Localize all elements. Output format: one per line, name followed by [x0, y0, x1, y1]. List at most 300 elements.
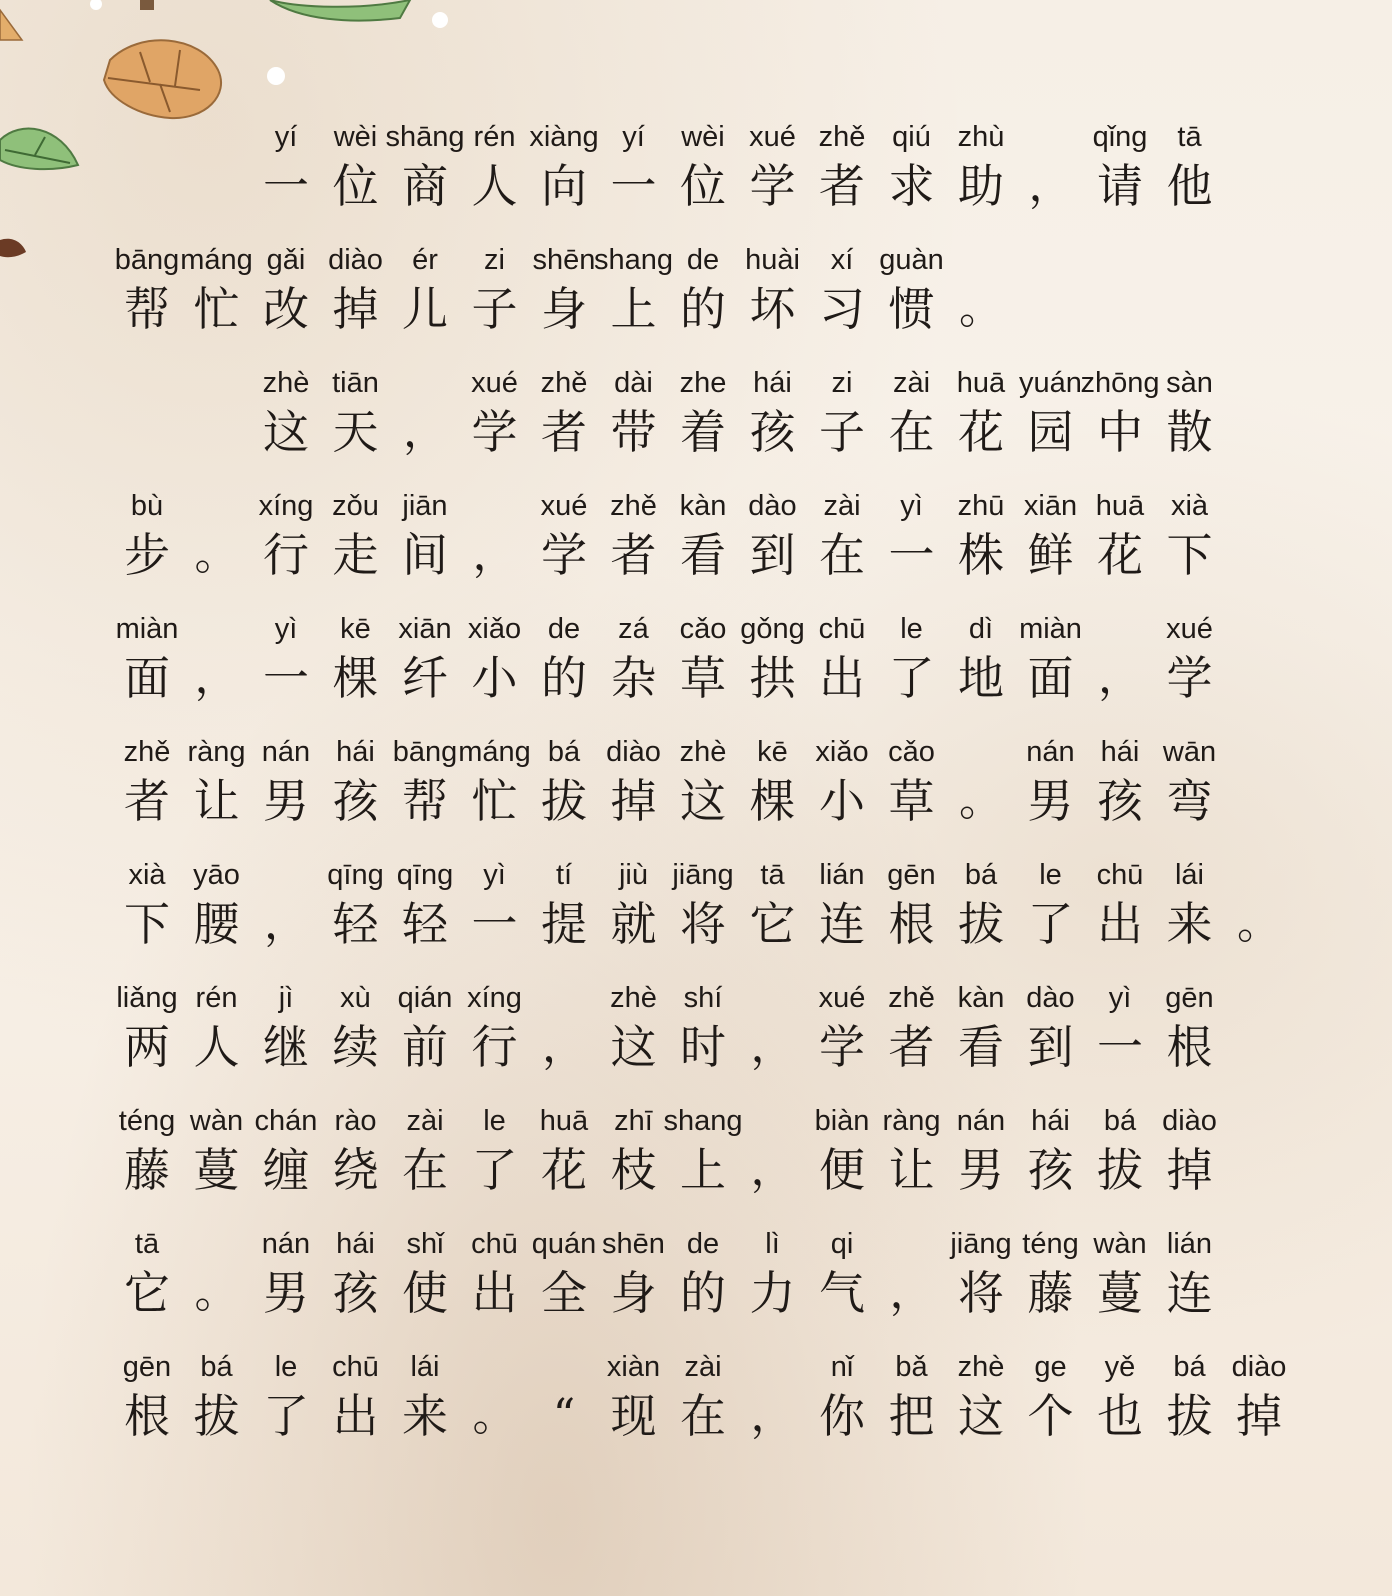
character-cell	[1156, 118, 1224, 228]
hanzi-character: 身	[541, 282, 587, 336]
pinyin-label: de	[686, 1228, 720, 1260]
character-cell	[947, 118, 1015, 228]
pinyin-label: miàn	[1019, 613, 1082, 645]
hanzi-character: 了	[263, 1389, 309, 1443]
hanzi-character: 者	[819, 159, 865, 213]
hanzi-character: ，	[750, 1021, 795, 1072]
pinyin-label: le	[900, 613, 923, 645]
hanzi-character: 者	[541, 405, 587, 459]
hanzi-character: 棵	[332, 651, 379, 705]
text-line	[0, 1102, 1392, 1212]
pinyin-label: jiāng	[950, 1228, 1012, 1260]
pinyin-label: guàn	[879, 244, 944, 276]
hanzi-character: 他	[1166, 159, 1213, 213]
pinyin-label: nán	[261, 1228, 311, 1260]
character-cell	[391, 487, 459, 597]
hanzi-character: 学	[541, 528, 587, 582]
hanzi-character: 男	[958, 1143, 1004, 1197]
pinyin-label: nán	[956, 1105, 1006, 1137]
hanzi-character: 杂	[610, 651, 657, 705]
hanzi-character: 来	[1166, 897, 1213, 951]
pinyin-label: hái	[753, 367, 792, 399]
pinyin-label: qǐng	[1092, 121, 1148, 153]
pinyin-label: huài	[745, 244, 800, 276]
hanzi-character: 孩	[749, 405, 796, 459]
hanzi-character: 将	[680, 897, 726, 951]
hanzi-character: 连	[819, 897, 865, 951]
hanzi-character: 位	[680, 159, 726, 213]
pinyin-label: huā	[956, 367, 1006, 399]
hanzi-character: 根	[888, 897, 935, 951]
pinyin-label: zhè	[610, 982, 657, 1014]
pinyin-label: bá	[1103, 1105, 1137, 1137]
pinyin-label: shǐ	[406, 1228, 444, 1260]
character-cell	[1225, 1348, 1293, 1458]
pinyin-label: gǎi	[266, 244, 306, 276]
hanzi-character: 帮	[402, 774, 448, 828]
pinyin-label: yí	[274, 121, 298, 153]
pinyin-label: xiàng	[529, 121, 599, 153]
hanzi-character: 它	[749, 897, 796, 951]
hanzi-character: 个	[1027, 1389, 1074, 1443]
pinyin-label: chū	[818, 613, 866, 645]
pinyin-label: gēn	[122, 1351, 172, 1383]
pinyin-label: téng	[1022, 1228, 1079, 1260]
pinyin-label: shí	[683, 982, 723, 1014]
hanzi-character: ，	[750, 1390, 795, 1441]
hanzi-character: 这	[263, 405, 309, 459]
hanzi-character: ，	[1098, 652, 1142, 703]
hanzi-character: 人	[193, 1020, 240, 1074]
pinyin-label: zài	[823, 490, 861, 522]
hanzi-character: 掉	[1236, 1389, 1282, 1443]
pinyin-label: qián	[397, 982, 453, 1014]
pinyin-label: de	[547, 613, 581, 645]
pinyin-label: zǒu	[332, 490, 379, 522]
hanzi-character: 习	[819, 282, 865, 336]
character-cell	[1156, 487, 1224, 597]
pinyin-label: huā	[1095, 490, 1145, 522]
pinyin-label: shēn	[532, 244, 596, 276]
pinyin-label: téng	[118, 1105, 176, 1137]
character-cell	[1156, 733, 1224, 843]
hanzi-character: 孩	[332, 1266, 379, 1320]
hanzi-character: 也	[1097, 1389, 1143, 1443]
hanzi-character: 下	[1166, 528, 1213, 582]
snow-dot-icon	[267, 67, 285, 85]
pinyin-label: dì	[968, 613, 994, 645]
pinyin-label: zi	[484, 244, 505, 276]
pinyin-label: qīng	[396, 859, 454, 891]
hanzi-character: 一	[263, 159, 309, 213]
hanzi-character: 的	[680, 282, 726, 336]
hanzi-character: 小	[471, 651, 518, 705]
pinyin-label: ér	[412, 244, 438, 276]
pinyin-label: diào	[1162, 1105, 1217, 1137]
hanzi-character: 它	[124, 1266, 170, 1320]
pinyin-label: ge	[1034, 1351, 1067, 1383]
pinyin-label: zhū	[957, 490, 1005, 522]
hanzi-character: 拔	[1166, 1389, 1213, 1443]
hanzi-character: 花	[958, 405, 1004, 459]
pinyin-label: tā	[134, 1228, 160, 1260]
pinyin-label: kàn	[957, 982, 1005, 1014]
hanzi-character: 出	[471, 1266, 518, 1320]
pinyin-label: zi	[831, 367, 853, 399]
hanzi-character: ，	[889, 1267, 934, 1318]
pinyin-label: jì	[278, 982, 294, 1014]
hanzi-character: 根	[124, 1389, 170, 1443]
pinyin-label: bá	[547, 736, 581, 768]
hanzi-character: 便	[819, 1143, 865, 1197]
character-cell	[113, 487, 181, 597]
punctuation-cell	[461, 1348, 529, 1458]
hanzi-character: 到	[1027, 1020, 1074, 1074]
hanzi-character: 学	[471, 405, 518, 459]
pinyin-label: zài	[892, 367, 931, 399]
character-cell	[878, 241, 946, 351]
text-line	[0, 241, 1392, 351]
hanzi-character: 花	[1097, 528, 1143, 582]
hanzi-character: ，	[542, 1021, 586, 1072]
hanzi-character: 面	[124, 651, 170, 705]
hanzi-character: 轻	[402, 897, 448, 951]
hanzi-character: 株	[958, 528, 1004, 582]
hanzi-character: 蔓	[193, 1143, 240, 1197]
pinyin-label: rén	[195, 982, 238, 1014]
pinyin-label: zhě	[123, 736, 171, 768]
hanzi-character: 掉	[610, 774, 657, 828]
hanzi-character: 男	[1027, 774, 1074, 828]
hanzi-character: ，	[750, 1144, 795, 1195]
hanzi-character: 散	[1166, 405, 1213, 459]
pinyin-label: xiǎo	[467, 613, 522, 645]
hanzi-character: 草	[680, 651, 726, 705]
pinyin-label: xiān	[1023, 490, 1078, 522]
hanzi-character: 让	[888, 1143, 935, 1197]
hanzi-character: 改	[263, 282, 309, 336]
pinyin-label: chū	[1096, 859, 1144, 891]
pinyin-label: xù	[340, 982, 371, 1014]
pinyin-label: jiù	[618, 859, 648, 891]
hanzi-character: “	[552, 1390, 576, 1441]
hanzi-character: 人	[471, 159, 518, 213]
pinyin-label: wàn	[1093, 1228, 1147, 1260]
pinyin-label: quán	[531, 1228, 597, 1260]
pinyin-label: yì	[274, 613, 298, 645]
pinyin-label: lián	[819, 859, 865, 891]
pinyin-label: kē	[340, 613, 371, 645]
pinyin-label: chū	[471, 1228, 518, 1260]
hanzi-character: 把	[888, 1389, 935, 1443]
hanzi-character: 这	[680, 774, 726, 828]
pinyin-label: diào	[328, 244, 383, 276]
pinyin-label: yāo	[193, 859, 240, 891]
hanzi-character: 。	[959, 283, 1003, 334]
pinyin-label: gǒng	[740, 613, 805, 645]
hanzi-character: 枝	[610, 1143, 657, 1197]
hanzi-character: 儿	[402, 282, 448, 336]
pinyin-label: tiān	[332, 367, 379, 399]
hanzi-character: 上	[680, 1143, 726, 1197]
pinyin-label: yuán	[1019, 367, 1082, 399]
hanzi-character: 位	[332, 159, 379, 213]
pinyin-label: dào	[1026, 982, 1075, 1014]
hanzi-character: 拔	[1097, 1143, 1143, 1197]
pinyin-label: sàn	[1166, 367, 1213, 399]
hanzi-character: 间	[402, 528, 448, 582]
pinyin-label: jiāng	[672, 859, 734, 891]
hanzi-character: 提	[541, 897, 587, 951]
hanzi-character: 忙	[471, 774, 518, 828]
pinyin-label: rén	[473, 121, 516, 153]
pinyin-label: hái	[1031, 1105, 1070, 1137]
pinyin-label: xià	[1170, 490, 1209, 522]
hanzi-character: 。	[194, 1267, 239, 1318]
pinyin-label: yí	[622, 121, 645, 153]
character-cell	[461, 979, 529, 1089]
hanzi-character: 一	[471, 897, 518, 951]
pinyin-label: ràng	[882, 1105, 941, 1137]
pinyin-label: xià	[128, 859, 166, 891]
hanzi-character: 在	[402, 1143, 448, 1197]
pinyin-label: zhě	[610, 490, 657, 522]
pinyin-label: bāng	[114, 244, 180, 276]
character-cell	[113, 610, 181, 720]
pinyin-label: xué	[1166, 613, 1213, 645]
pinyin-label: chán	[254, 1105, 318, 1137]
hanzi-character: 请	[1097, 159, 1143, 213]
pinyin-label: zhè	[679, 736, 727, 768]
hanzi-character: 了	[888, 651, 935, 705]
hanzi-character: 子	[471, 282, 518, 336]
pinyin-label: wèi	[681, 121, 725, 153]
hanzi-character: 在	[819, 528, 865, 582]
hanzi-character: 弯	[1166, 774, 1213, 828]
pinyin-label: qiú	[892, 121, 931, 153]
hanzi-character: 轻	[332, 897, 379, 951]
hanzi-character: 帮	[124, 282, 170, 336]
hanzi-character: 了	[471, 1143, 518, 1197]
hanzi-character: ，	[403, 406, 447, 457]
character-cell	[663, 1102, 743, 1212]
hanzi-character: 让	[193, 774, 240, 828]
pinyin-label: le	[1039, 859, 1062, 891]
pinyin-label: xué	[471, 367, 518, 399]
hanzi-character: 求	[888, 159, 935, 213]
text-line	[0, 1225, 1392, 1335]
pinyin-label: xí	[830, 244, 854, 276]
pinyin-label: shang	[663, 1105, 743, 1137]
hanzi-character: 拔	[958, 897, 1004, 951]
hanzi-character: 下	[124, 897, 170, 951]
pinyin-label: máng	[458, 736, 531, 768]
pinyin-label: qīng	[327, 859, 384, 891]
hanzi-character: 子	[819, 405, 865, 459]
text-line	[0, 364, 1392, 474]
pinyin-label: tí	[555, 859, 573, 891]
hanzi-character: 惯	[888, 282, 935, 336]
hanzi-character: 全	[541, 1266, 587, 1320]
hanzi-character: 鲜	[1027, 528, 1074, 582]
character-cell	[1156, 979, 1224, 1089]
hanzi-character: 连	[1166, 1266, 1213, 1320]
pinyin-label: zài	[684, 1351, 722, 1383]
pinyin-label: hái	[1100, 736, 1140, 768]
pinyin-label: zhè	[262, 367, 310, 399]
pinyin-label: cǎo	[679, 613, 727, 645]
pinyin-label: yì	[1108, 982, 1132, 1014]
pinyin-label: miàn	[115, 613, 179, 645]
pinyin-label: huā	[539, 1105, 589, 1137]
hanzi-character: 。	[472, 1390, 517, 1441]
pinyin-label: lái	[1174, 859, 1204, 891]
hanzi-character: ，	[472, 529, 517, 580]
hanzi-character: 在	[680, 1389, 726, 1443]
hanzi-character: 草	[888, 774, 935, 828]
hanzi-character: 拱	[749, 651, 796, 705]
pinyin-label: wān	[1162, 736, 1217, 768]
hanzi-character: 学	[1166, 651, 1213, 705]
hanzi-character: 就	[610, 897, 657, 951]
hanzi-character: 出	[332, 1389, 379, 1443]
pinyin-label: jiān	[402, 490, 448, 522]
hanzi-character: 者	[888, 1020, 935, 1074]
hanzi-character: 现	[610, 1389, 657, 1443]
pinyin-label: zhù	[957, 121, 1005, 153]
pinyin-label: ràng	[187, 736, 246, 768]
hanzi-character: 上	[610, 282, 657, 336]
character-cell	[391, 1348, 459, 1458]
text-line	[0, 856, 1392, 966]
pinyin-label: lián	[1166, 1228, 1213, 1260]
pinyin-label: zá	[618, 613, 649, 645]
hanzi-character: 天	[332, 405, 379, 459]
pinyin-label: zhě	[818, 121, 866, 153]
pinyin-label: xíng	[258, 490, 314, 522]
character-cell	[1017, 610, 1085, 720]
hanzi-character: 。	[959, 775, 1003, 826]
hanzi-character: 纤	[402, 651, 448, 705]
pinyin-label: xiàn	[606, 1351, 661, 1383]
pinyin-label: cǎo	[888, 736, 935, 768]
pinyin-label: nán	[261, 736, 311, 768]
pinyin-label: xué	[818, 982, 866, 1014]
pinyin-label: tā	[760, 859, 785, 891]
pinyin-label: zài	[406, 1105, 444, 1137]
pinyin-label: zhe	[679, 367, 727, 399]
hanzi-character: 看	[958, 1020, 1004, 1074]
text-line	[0, 118, 1392, 228]
pinyin-label: qi	[830, 1228, 854, 1260]
hanzi-character: 气	[819, 1266, 865, 1320]
pinyin-label: xiān	[398, 613, 452, 645]
pinyin-label: shang	[593, 244, 673, 276]
pinyin-label: xiǎo	[815, 736, 869, 768]
hanzi-character: 续	[332, 1020, 379, 1074]
leaf-corner-icon	[0, 10, 22, 40]
hanzi-character: 孩	[332, 774, 379, 828]
character-cell	[113, 1225, 181, 1335]
hanzi-character: 男	[263, 774, 309, 828]
hanzi-character: 一	[1097, 1020, 1143, 1074]
hanzi-character: 继	[263, 1020, 309, 1074]
pinyin-label: nán	[1026, 736, 1075, 768]
hanzi-character: 园	[1027, 405, 1074, 459]
snow-dot-icon	[90, 0, 102, 10]
hanzi-character: 掉	[1166, 1143, 1213, 1197]
hanzi-character: 孩	[1027, 1143, 1074, 1197]
pinyin-label: biàn	[814, 1105, 870, 1137]
hanzi-character: 步	[124, 528, 170, 582]
character-cell	[669, 1348, 737, 1458]
pinyin-label: dào	[748, 490, 797, 522]
hanzi-character: 行	[471, 1020, 518, 1074]
pinyin-label: xíng	[467, 982, 522, 1014]
hanzi-character: ，	[194, 652, 239, 703]
hanzi-character: 面	[1027, 651, 1074, 705]
pinyin-label: de	[686, 244, 720, 276]
hanzi-character: 将	[958, 1266, 1004, 1320]
pinyin-label: yì	[483, 859, 506, 891]
hanzi-character: 缠	[263, 1143, 309, 1197]
hanzi-character: 力	[749, 1266, 796, 1320]
text-line	[0, 487, 1392, 597]
character-cell	[808, 1225, 876, 1335]
pinyin-label: bá	[1173, 1351, 1206, 1383]
hanzi-character: 到	[749, 528, 796, 582]
hanzi-character: 这	[958, 1389, 1004, 1443]
hanzi-character: 蔓	[1097, 1266, 1143, 1320]
pinyin-label: dài	[614, 367, 653, 399]
pinyin-label: shāng	[385, 121, 465, 153]
hanzi-character: 学	[819, 1020, 865, 1074]
pinyin-label: bù	[130, 490, 164, 522]
hanzi-character: 助	[958, 159, 1004, 213]
pinyin-label: hái	[336, 736, 375, 768]
hanzi-character: 忙	[193, 282, 240, 336]
pinyin-label: zhě	[888, 982, 935, 1014]
character-cell	[1156, 364, 1224, 474]
hanzi-character: 一	[610, 159, 657, 213]
green-leaf-top-icon	[270, 0, 410, 21]
text-line	[0, 610, 1392, 720]
hanzi-character: 着	[680, 405, 726, 459]
hanzi-character: 前	[402, 1020, 448, 1074]
hanzi-character: 小	[819, 774, 865, 828]
hanzi-character: 走	[332, 528, 379, 582]
hanzi-character: 出	[1097, 897, 1143, 951]
leaf-icon	[104, 40, 221, 118]
hanzi-character: 你	[819, 1389, 865, 1443]
pinyin-label: zhě	[540, 367, 588, 399]
pinyin-label: le	[483, 1105, 506, 1137]
pinyin-label: gēn	[1165, 982, 1214, 1014]
hanzi-character: 两	[124, 1020, 170, 1074]
pinyin-label: liǎng	[116, 982, 178, 1014]
hanzi-character: 的	[541, 651, 587, 705]
text-line	[0, 733, 1392, 843]
character-cell	[878, 733, 946, 843]
pinyin-label: máng	[180, 244, 253, 276]
hanzi-character: 棵	[749, 774, 796, 828]
pinyin-label: le	[274, 1351, 298, 1383]
hanzi-character: 时	[680, 1020, 726, 1074]
pinyin-label: shēn	[602, 1228, 665, 1260]
hanzi-character: 。	[1237, 898, 1281, 949]
hanzi-character: 者	[124, 774, 170, 828]
character-cell	[669, 979, 737, 1089]
